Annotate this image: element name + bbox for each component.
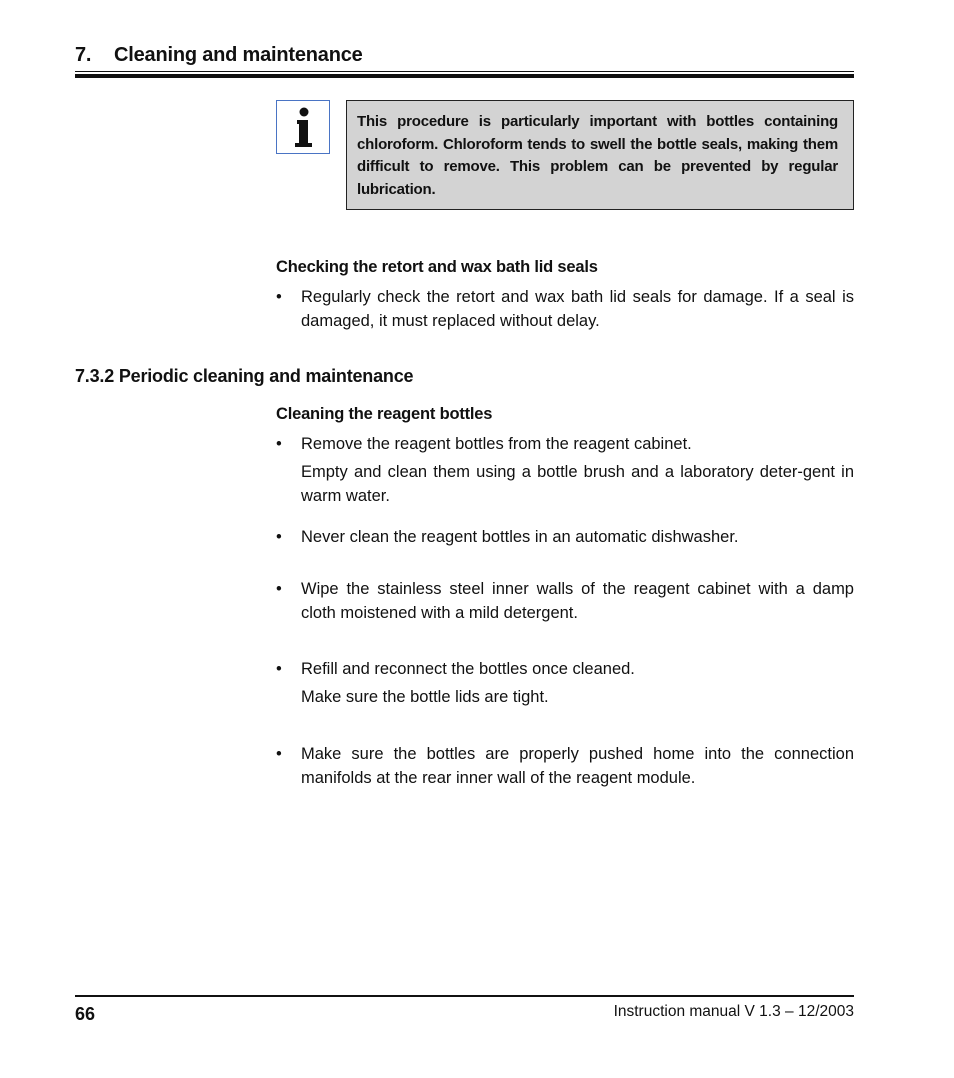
manual-version: Instruction manual V 1.3 – 12/2003 bbox=[613, 1003, 854, 1020]
list-item bbox=[276, 432, 854, 456]
bullet: • bbox=[276, 435, 282, 453]
list-item-followup: Make sure the bottle lids are tight. bbox=[301, 688, 549, 706]
list-item bbox=[276, 657, 854, 681]
bullet: • bbox=[276, 288, 282, 306]
list-item bbox=[276, 285, 854, 333]
list-item-text: Never clean the reagent bottles in an automatic dishwasher. bbox=[301, 528, 739, 546]
note-box bbox=[346, 100, 854, 210]
header-rule-thin bbox=[75, 71, 854, 72]
note-text: This procedure is particularly important with bottles containing chloroform. Chloroform tends to swell the bottle seals, making them difficult to remove. This problem can be prevented by regular lubrication. bbox=[357, 113, 838, 198]
bullet: • bbox=[276, 580, 282, 598]
chapter-title bbox=[75, 44, 363, 67]
list-item-followup: Empty and clean them using a bottle brush and a laboratory deter-gent in warm water. bbox=[301, 463, 854, 505]
page-number: 66 bbox=[75, 1004, 96, 1024]
retort-heading: Checking the retort and wax bath lid seals bbox=[276, 258, 598, 276]
info-icon bbox=[276, 100, 330, 154]
list-item bbox=[276, 577, 854, 625]
reagent-heading: Cleaning the reagent bottles bbox=[276, 405, 493, 423]
header-rule-thick bbox=[75, 74, 854, 78]
list-item-text: Refill and reconnect the bottles once cleaned. bbox=[301, 660, 635, 678]
section-heading: 7.3.2 Periodic cleaning and maintenance bbox=[75, 366, 414, 386]
chapter-number: 7. bbox=[75, 44, 92, 66]
bullet: • bbox=[276, 660, 282, 678]
list-item-text: Regularly check the retort and wax bath lid seals for damage. If a seal is damaged, it must replaced without delay. bbox=[301, 288, 854, 330]
list-item-text: Make sure the bottles are properly pushed home into the connection manifolds at the rear inner wall of the reagent module. bbox=[301, 745, 854, 787]
list-item-text: Remove the reagent bottles from the reagent cabinet. bbox=[301, 435, 692, 453]
bullet: • bbox=[276, 745, 282, 763]
bullet: • bbox=[276, 528, 282, 546]
list-item-text: Wipe the stainless steel inner walls of the reagent cabinet with a damp cloth moistened with a mild detergent. bbox=[301, 580, 854, 622]
list-item bbox=[276, 525, 854, 549]
chapter-title-text: Cleaning and maintenance bbox=[114, 44, 363, 66]
list-item bbox=[276, 742, 854, 790]
footer-rule bbox=[75, 995, 854, 997]
